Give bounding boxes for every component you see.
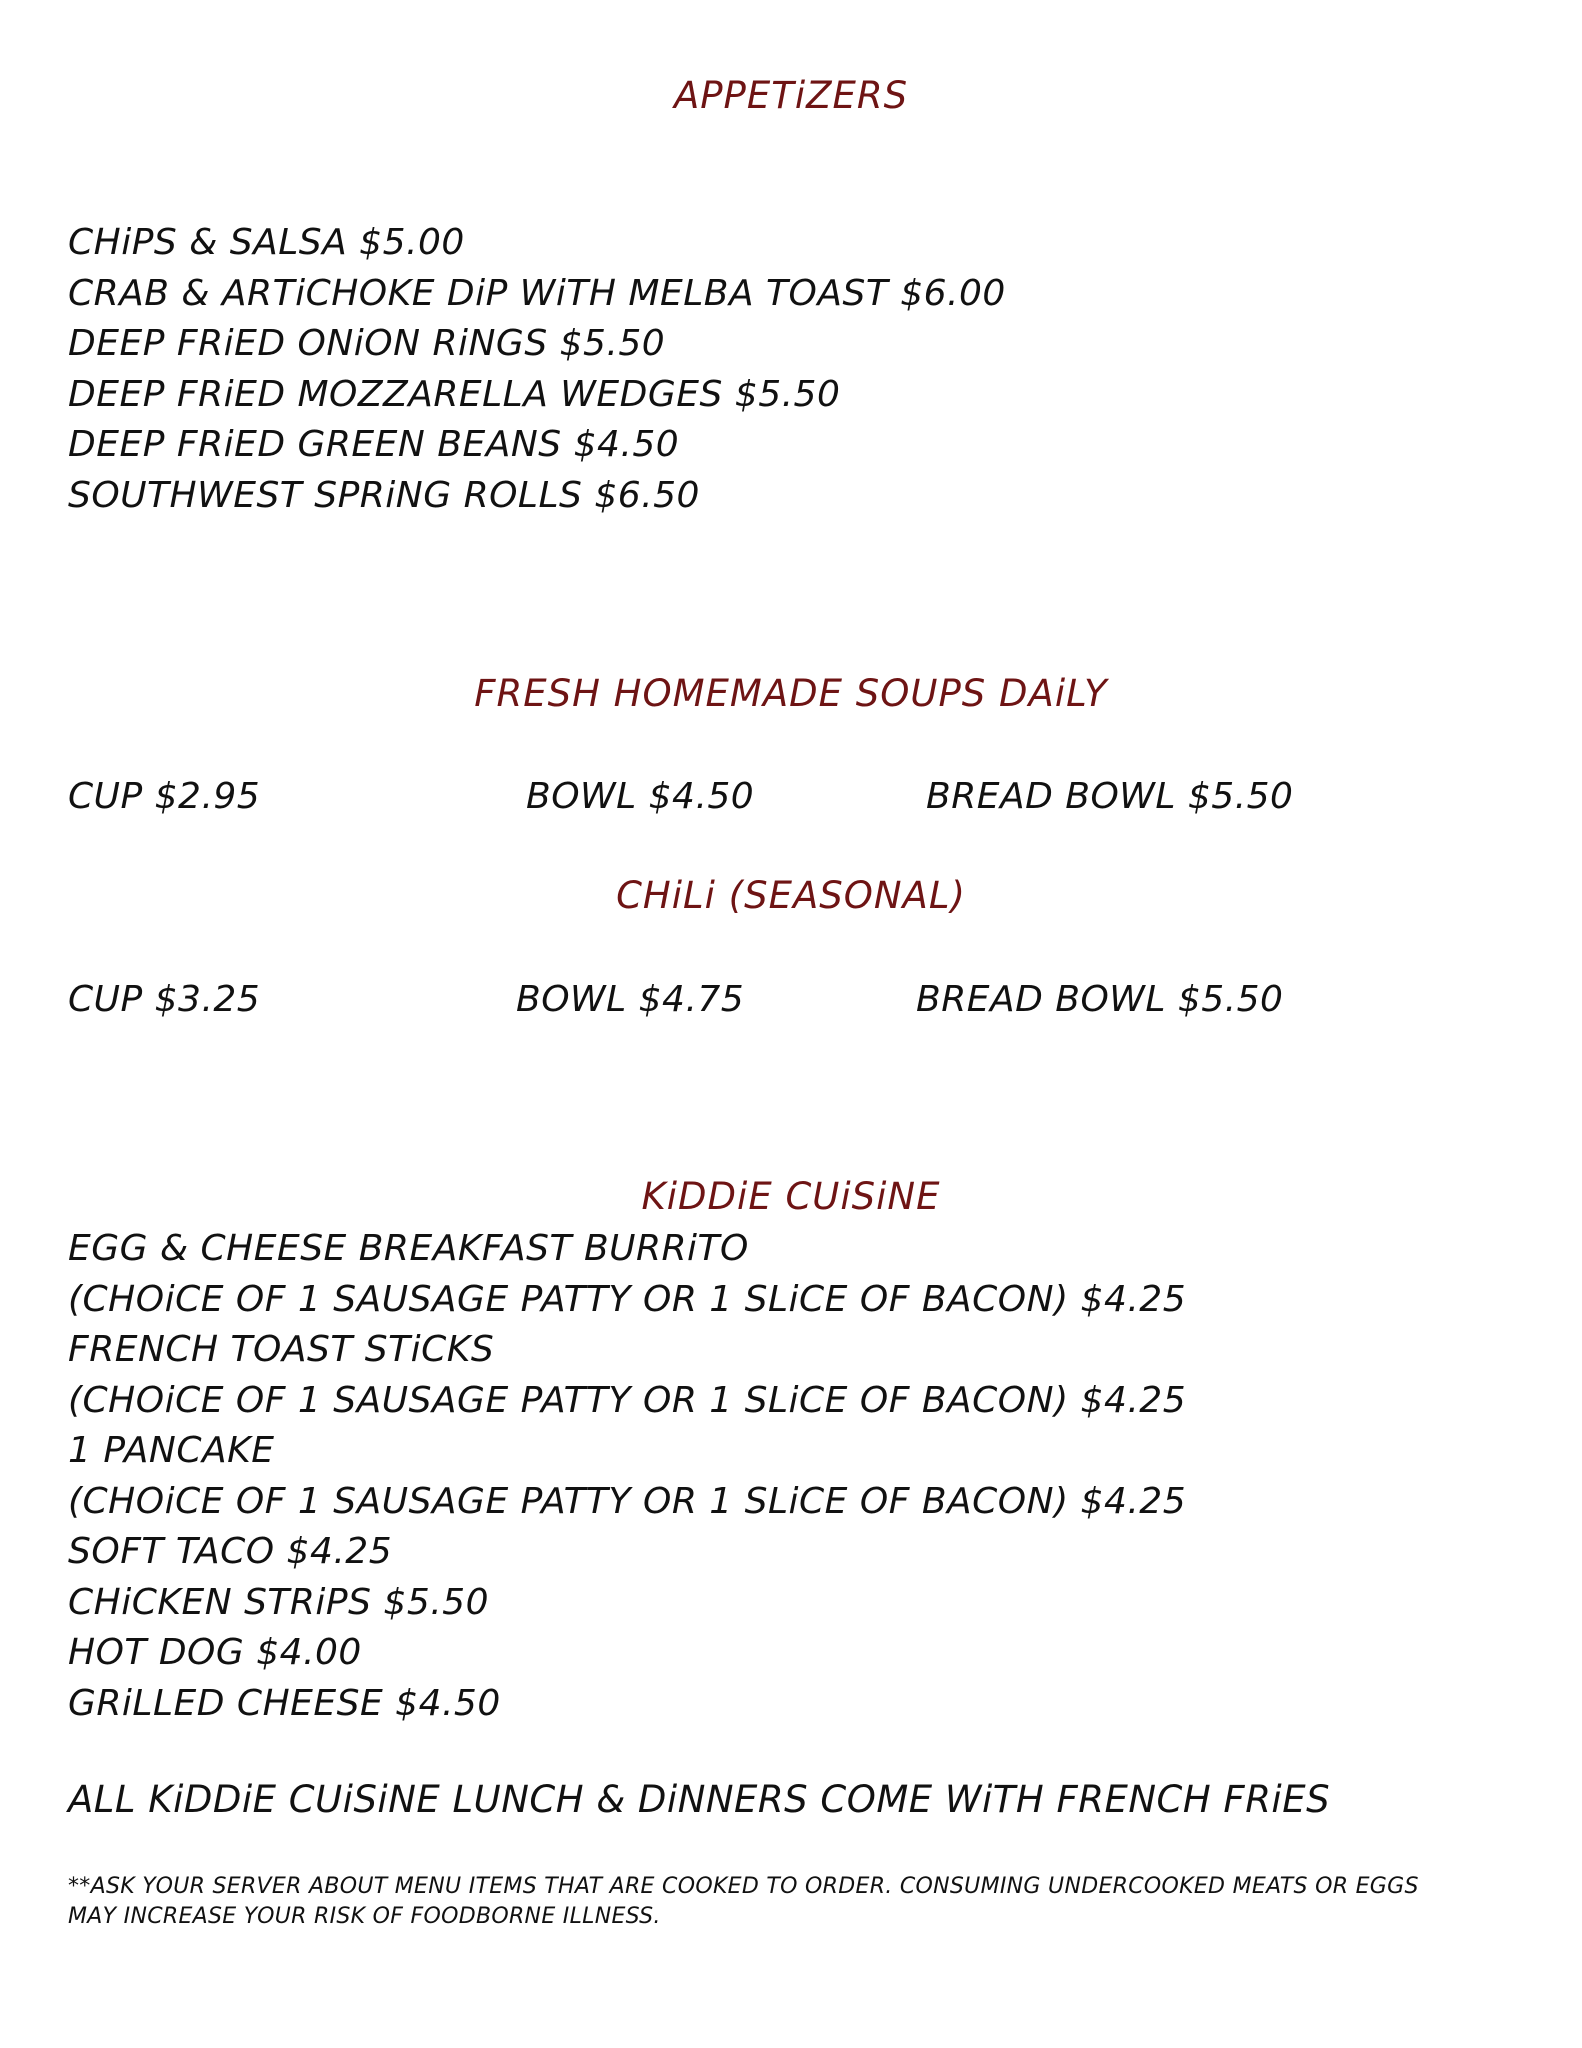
- list-item: HOT DOG $4.00: [68, 1632, 362, 1673]
- soup-bread-bowl-price: BREAD BOWL $5.50: [926, 776, 1294, 817]
- list-item: (CHOiCE OF 1 SAUSAGE PATTY OR 1 SLiCE OF BACON) $4.25: [68, 1379, 1187, 1421]
- appetizers-list: [68, 218, 1006, 521]
- food-safety-disclaimer: **ASK YOUR SERVER ABOUT MENU ITEMS THAT ARE COOKED TO ORDER. CONSUMING UNDERCOOKED MEATS OR EGGS MAY INCREASE YOUR RISK OF FOODBORNE ILLNESS.: [68, 1874, 1419, 1929]
- list-item: GRiLLED CHEESE $4.50: [68, 1682, 501, 1724]
- list-item: DEEP FRiED ONiON RiNGS $5.50: [68, 323, 666, 364]
- list-item: FRENCH TOAST STiCKS: [68, 1329, 495, 1370]
- list-item: CHiCKEN STRiPS $5.50: [68, 1581, 489, 1623]
- list-item: SOUTHWEST SPRiNG ROLLS $6.50: [68, 474, 700, 516]
- list-item: EGG & CHEESE BREAKFAST BURRiTO: [68, 1228, 749, 1269]
- soup-bowl-price: BOWL $4.50: [526, 776, 755, 817]
- list-item: DEEP FRiED MOZZARELLA WEDGES $5.50: [68, 373, 841, 415]
- list-item: (CHOiCE OF 1 SAUSAGE PATTY OR 1 SLiCE OF BACON) $4.25: [68, 1480, 1187, 1522]
- appetizers-heading: APPETiZERS: [673, 74, 909, 117]
- list-item: DEEP FRiED GREEN BEANS $4.50: [68, 424, 680, 465]
- soups-price-row: [0, 772, 1582, 822]
- chili-bread-bowl-price: BREAD BOWL $5.50: [916, 979, 1284, 1020]
- chili-cup-price: CUP $3.25: [68, 979, 261, 1020]
- list-item: CRAB & ARTiCHOKE DiP WiTH MELBA TOAST $6.00: [68, 272, 1006, 314]
- list-item: 1 PANCAKE: [68, 1430, 275, 1471]
- list-item: SOFT TACO $4.25: [68, 1531, 393, 1572]
- chili-bowl-price: BOWL $4.75: [516, 979, 745, 1020]
- list-item: CHiPS & SALSA $5.00: [68, 222, 465, 263]
- chili-heading: CHiLi (SEASONAL): [616, 874, 966, 917]
- chili-price-row: [0, 975, 1582, 1025]
- kiddie-fries-note: ALL KiDDiE CUiSiNE LUNCH & DiNNERS COME WiTH FRENCH FRiES: [68, 1778, 1331, 1821]
- kiddie-heading: KiDDiE CUiSiNE: [641, 1175, 941, 1218]
- soup-cup-price: CUP $2.95: [68, 776, 261, 817]
- list-item: (CHOiCE OF 1 SAUSAGE PATTY OR 1 SLiCE OF BACON) $4.25: [68, 1278, 1187, 1320]
- kiddie-list: [68, 1224, 1186, 1729]
- soups-heading: FRESH HOMEMADE SOUPS DAiLY: [474, 672, 1108, 715]
